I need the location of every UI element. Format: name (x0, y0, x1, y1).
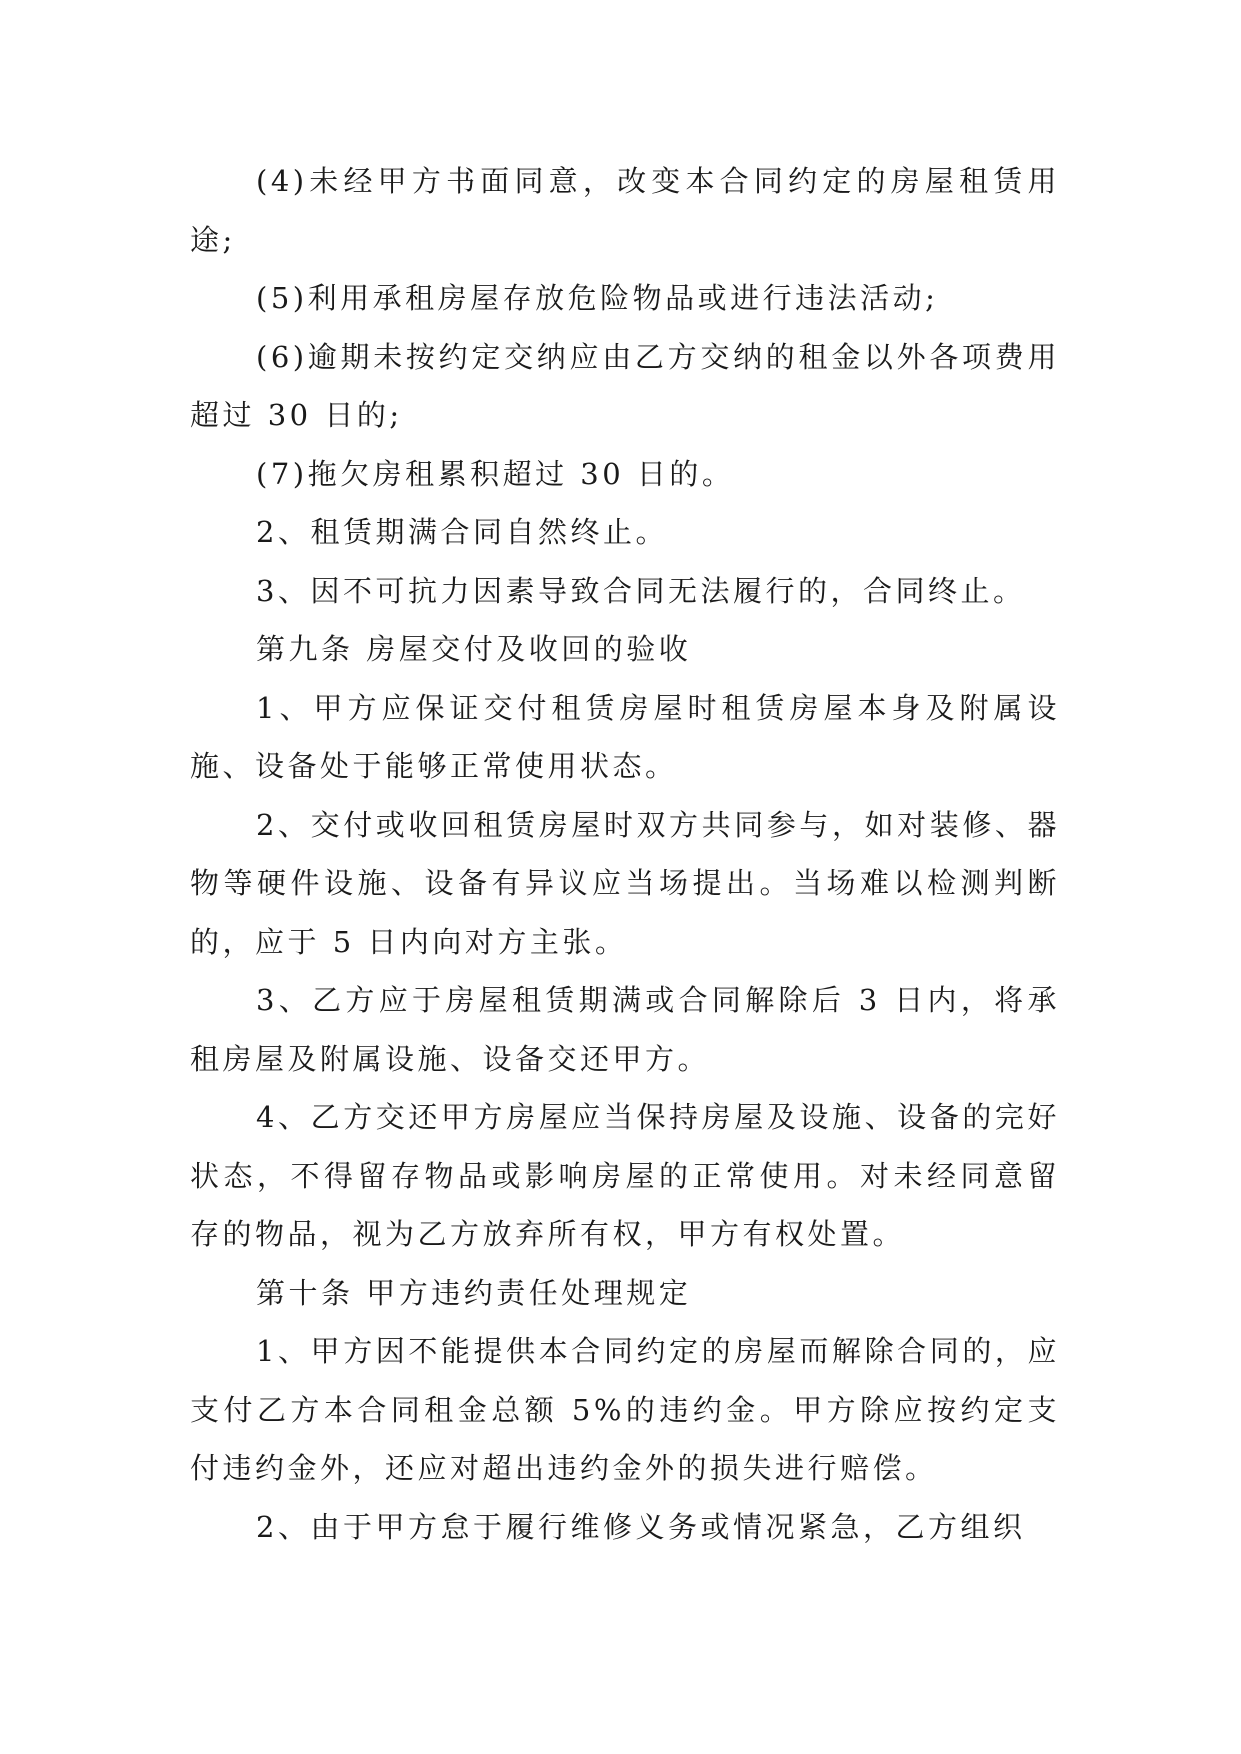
section-heading: 第十条 甲方违约责任处理规定 (256, 1275, 692, 1310)
paragraph: 3、乙方应于房屋租赁期满或合同解除后 3 日内，将承租房屋及附属设施、设备交还甲方。 (190, 983, 1060, 1076)
document-body (190, 152, 1060, 1556)
paragraph: 2、由于甲方怠于履行维修义务或情况紧急，乙方组织 (256, 1509, 1026, 1544)
paragraph: (5)利用承租房屋存放危险物品或进行违法活动; (256, 281, 939, 315)
paragraph: (6)逾期未按约定交纳应由乙方交纳的租金以外各项费用超过 30 日的; (190, 339, 1060, 432)
paragraph: (7)拖欠房租累积超过 30 日的。 (256, 456, 735, 491)
paragraph: 1、甲方因不能提供本合同约定的房屋而解除合同的，应支付乙方本合同租金总额 5%的违约金。甲方除应按约定支付违约金外，还应对超出违约金外的损失进行赔偿。 (190, 1334, 1060, 1485)
paragraph: 3、因不可抗力因素导致合同无法履行的，合同终止。 (256, 573, 1026, 608)
paragraph: 2、交付或收回租赁房屋时双方共同参与，如对装修、器物等硬件设施、设备有异议应当场提出。当场难以检测判断的，应于 5 日内向对方主张。 (190, 807, 1060, 959)
paragraph: 1、甲方应保证交付租赁房屋时租赁房屋本身及附属设施、设备处于能够正常使用状态。 (190, 690, 1060, 783)
paragraph: 2、租赁期满合同自然终止。 (256, 515, 668, 549)
paragraph: 4、乙方交还甲方房屋应当保持房屋及设施、设备的完好状态，不得留存物品或影响房屋的正常使用。对未经同意留存的物品，视为乙方放弃所有权，甲方有权处置。 (190, 1100, 1060, 1251)
paragraph: (4)未经甲方书面同意，改变本合同约定的房屋租赁用途; (190, 164, 1060, 257)
section-heading: 第九条 房屋交付及收回的验收 (256, 632, 692, 666)
